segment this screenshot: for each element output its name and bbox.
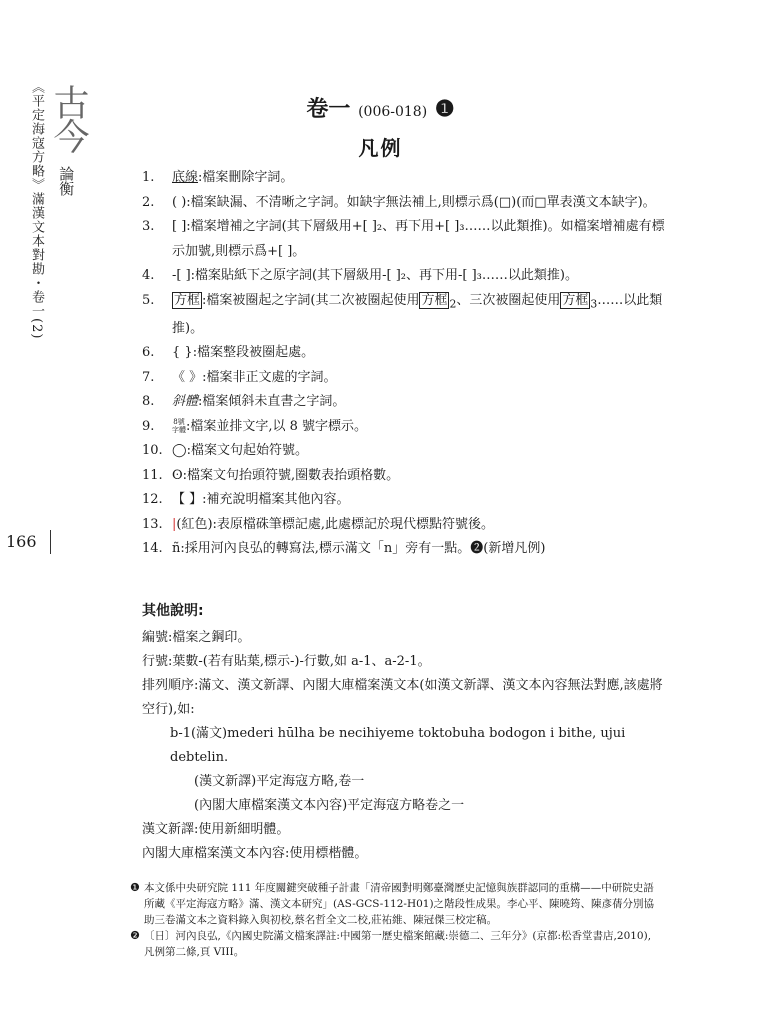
- chapter-title: [0, 92, 761, 123]
- item-text: :檔案傾斜未直書之字詞。: [198, 394, 346, 410]
- footnote-text: 〔日〕河內良弘,《內國史院滿文檔案譯註:中國第一歷史檔案館藏:崇德二、三年分》(京都:松香堂書店,2010),凡例第二條,頁 VIII。: [144, 930, 652, 958]
- note-line: 漢文新譯:使用新細明體。: [142, 822, 290, 837]
- note-line: 編號:檔案之鋼印。: [142, 630, 251, 645]
- item-text: :檔案被圈起之字詞(其二次被圈起使用: [202, 292, 420, 308]
- convention-list: [142, 166, 672, 562]
- item-key: ñ: [172, 541, 181, 557]
- item-text: :檔案並排文字,以 8 號字標示。: [186, 418, 368, 434]
- series-title: 《平定海寇方略》滿漢文本對勘・卷一(2): [28, 80, 44, 340]
- page-number: 166: [6, 532, 37, 551]
- item-text: :檔案非正文處的字詞。: [202, 369, 337, 385]
- chapter-footnote-mark[interactable]: ❶: [434, 96, 455, 122]
- red-mark-icon: |: [172, 516, 177, 532]
- list-item: [142, 341, 672, 366]
- journal-name: 論衡: [57, 166, 76, 196]
- item-text: :檔案文句抬頭符號,圈數表抬頭格數。: [182, 467, 400, 483]
- item-text: :檔案缺漏、不清晰之字詞。如缺字無法補上,則標示爲(□)(而□單表漢文本缺字)。: [186, 194, 656, 210]
- list-item: [142, 166, 672, 191]
- footnotes: [130, 880, 660, 960]
- key-top: 8號: [173, 418, 185, 427]
- item-key: 《 》: [172, 369, 203, 385]
- note-line: 排列順序:滿文、漢文新譯、內閣大庫檔案漢文本(如漢文新譯、漢文本內容無法對應,該處將空行),如:: [142, 678, 663, 717]
- item-key: [172, 418, 186, 434]
- footnote: [130, 928, 660, 960]
- item-number: 6.: [142, 345, 155, 361]
- item-number: 4.: [142, 268, 155, 283]
- page-number-rule: [50, 530, 51, 554]
- footnote: [130, 880, 660, 928]
- chapter-range: (006-018): [358, 104, 428, 120]
- item-text: 、三次被圈起使用: [456, 292, 561, 308]
- other-notes: [142, 626, 667, 866]
- subscript: 2: [449, 297, 457, 311]
- section-title: 凡例: [358, 136, 403, 160]
- item-key: 方框: [174, 292, 201, 308]
- item-text: :採用河內良弘的轉寫法,標示滿文「n」旁有一點。❷(新增凡例): [180, 541, 546, 557]
- list-item: [142, 513, 672, 538]
- item-key: { }: [172, 345, 193, 361]
- item-key: ( ): [172, 194, 187, 210]
- note-line: 內閣大庫檔案漢文本內容:使用標楷體。: [142, 846, 368, 861]
- item-number: 8.: [142, 394, 155, 410]
- item-key: 斜體: [172, 394, 199, 410]
- list-item: [142, 264, 672, 289]
- boxed-example: 方框: [421, 292, 448, 308]
- item-text: :檔案增補之字詞(其下層級用+[ ]₂、再下用+[ ]₃……以此類推)。如檔案增補處有標示加號,則標示爲+[ ]。: [172, 219, 665, 259]
- boxed-example: 方框: [562, 292, 589, 308]
- item-number: 10.: [142, 443, 163, 459]
- item-text: :檔案整段被圈起處。: [192, 345, 315, 361]
- item-text: :檔案貼紙下之原字詞(其下層級用-[ ]₂、再下用-[ ]₃……以此類推)。: [190, 268, 578, 283]
- list-item: [142, 191, 672, 216]
- item-number: 13.: [142, 516, 163, 532]
- list-item: [142, 215, 672, 264]
- list-item: [142, 366, 672, 391]
- item-number: 14.: [142, 541, 163, 557]
- item-key: [ ]: [172, 219, 187, 234]
- item-text: :檔案刪除字詞。: [198, 170, 294, 185]
- footnote-mark: ❷: [130, 929, 140, 942]
- example-archive: (內閣大庫檔案漢文本內容)平定海寇方略卷之一: [194, 798, 465, 813]
- item-key: 底線: [172, 170, 199, 185]
- item-text: (紅色):表原檔硃筆標記處,此處標記於現代標點符號後。: [176, 516, 495, 532]
- key-bottom: 字體: [172, 426, 186, 435]
- item-number: 2.: [142, 194, 155, 210]
- note-line: 行號:葉數-(若有貼葉,標示-)-行數,如 a-1、a-2-1。: [142, 654, 431, 669]
- footnote-text: 本文係中央研究院 111 年度關鍵突破種子計畫「清帝國對明鄭臺灣歷史記憶與族群認同的重構——中研院史語所藏《平定海寇方略》滿、漢文本研究」(AS-GCS-112-H01)之階段性成果。李心平、陳曉筠、陳彥蒨分別協助三卷滿文本之資料錄入與初校,蔡名哲全文二校,莊祐維、陳冠傑三校定稿。: [144, 882, 655, 926]
- chapter-label: 卷一: [306, 96, 351, 122]
- item-number: 5.: [142, 292, 155, 308]
- list-item: [142, 289, 672, 342]
- footnote-mark: ❶: [130, 881, 140, 894]
- item-number: 12.: [142, 492, 163, 508]
- item-number: 7.: [142, 369, 155, 385]
- list-item: [142, 464, 672, 489]
- list-item: [142, 439, 672, 464]
- list-item: [142, 537, 672, 562]
- item-number: 3.: [142, 219, 155, 234]
- item-key: ◯: [172, 443, 187, 459]
- list-item: [142, 415, 672, 440]
- item-text: :檔案文句起始符號。: [186, 443, 308, 459]
- journal-logo: 古今: [48, 84, 89, 152]
- item-number: 11.: [142, 467, 163, 483]
- item-key: -[ ]: [172, 268, 191, 283]
- item-key: 【 】: [172, 492, 203, 508]
- item-key: ʘ: [172, 467, 183, 483]
- other-notes-heading: 其他說明:: [142, 603, 204, 619]
- list-item: [142, 390, 672, 415]
- item-text: ……以此類推)。: [172, 292, 663, 336]
- item-number: 1.: [142, 170, 155, 185]
- list-item: [142, 488, 672, 513]
- item-number: 9.: [142, 418, 155, 434]
- example-manchu: b-1(滿文)mederi hūlha be necihiyeme toktobuha bodogon i bithe, ujui debtelin.: [170, 726, 626, 765]
- item-text: :補充說明檔案其他內容。: [202, 492, 350, 508]
- example-chinese: (漢文新譯)平定海寇方略,卷一: [194, 774, 365, 789]
- subscript: 3: [590, 297, 598, 311]
